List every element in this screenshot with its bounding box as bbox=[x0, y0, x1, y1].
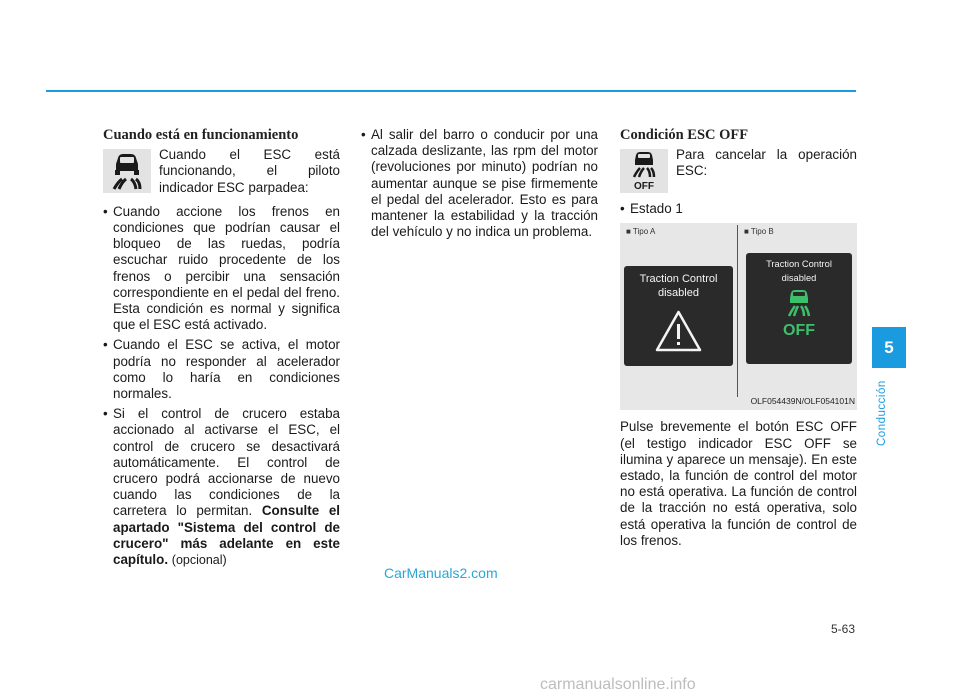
esc-indicator-icon bbox=[103, 149, 151, 193]
traction-control-message-b bbox=[746, 257, 852, 285]
bullet-text: Cuando el ESC se activa, el motor podría no responder al acelerador como lo haría en condiciones normales. bbox=[113, 337, 340, 402]
cluster-screen-b bbox=[746, 253, 852, 364]
message-line: Traction Control bbox=[639, 273, 718, 286]
optional-note: (opcional) bbox=[171, 553, 227, 568]
esc-off-body: Pulse brevemente el botón ESC OFF (el testigo indicador ESC OFF se ilumina y aparece un mensaje). En este estado, la función de control del motor no está operativa. La función de control de la tracción no está operativa, solo está operativa la función de control de los frenos. bbox=[620, 419, 857, 548]
column-2 bbox=[361, 127, 598, 244]
estado-label: Estado 1 bbox=[630, 201, 683, 217]
figure-caption: OLF054439N/OLF054101N bbox=[750, 396, 855, 407]
bullet-text-cruise bbox=[113, 406, 340, 568]
site-watermark: carmanualsonline.info bbox=[540, 676, 696, 693]
esc-off-green-icon bbox=[746, 285, 852, 355]
cruise-reference: Consulte el apartado "Sistema del control de crucero" más adelante en este capítulo. bbox=[113, 503, 341, 568]
off-label: OFF bbox=[634, 181, 654, 193]
off-label-green: OFF bbox=[783, 322, 815, 340]
esc-off-intro-text: Para cancelar la operación ESC: bbox=[676, 147, 857, 179]
column-1 bbox=[103, 127, 340, 572]
top-rule bbox=[46, 90, 856, 92]
tipo-b-label: ■ Tipo B bbox=[744, 227, 774, 237]
figure-divider bbox=[737, 225, 738, 397]
chapter-number-badge: 5 bbox=[872, 327, 906, 368]
esc-off-indicator-icon bbox=[620, 149, 668, 193]
section-heading-esc-off: Condición ESC OFF bbox=[620, 127, 749, 143]
list-item: • Cuando accione los frenos en condiciones que podrían causar el bloqueo de las ruedas, podría escuchar ruido procedente de los frenos o percibir una sensación correspondiente en el pedal del freno. Esta condición es normal y significa que el ESC está activado. bbox=[103, 203, 340, 333]
message-line: Traction Control bbox=[766, 259, 832, 270]
esc-off-intro bbox=[620, 147, 857, 193]
watermark-link[interactable]: CarManuals2.com bbox=[384, 565, 498, 581]
message-line: disabled bbox=[781, 273, 817, 284]
warning-triangle-icon bbox=[624, 300, 733, 360]
traction-control-message-a bbox=[624, 272, 733, 300]
message-line: disabled bbox=[658, 287, 699, 300]
cluster-figure bbox=[620, 223, 857, 410]
esc-intro bbox=[103, 147, 340, 196]
page-number: 5-63 bbox=[830, 622, 855, 636]
cluster-screen-a bbox=[624, 266, 733, 366]
list-item: • Cuando el ESC se activa, el motor podría no responder al acelerador como lo haría en condiciones normales. bbox=[103, 337, 340, 402]
list-item: • Estado 1 bbox=[620, 201, 857, 217]
bullet-text: Cuando accione los frenos en condiciones que podrían causar el bloqueo de las ruedas, podría escuchar ruido procedente de los frenos o percibir una sensación correspondiente en el pedal del freno. Esta condición es normal y significa que el ESC está activado. bbox=[113, 203, 340, 333]
list-item: • Al salir del barro o conducir por una calzada deslizante, las rpm del motor (revoluciones por minuto) podrían no aumentar aunque se pise firmemente el pedal del acelerador. Esto es para mantener la estabilidad y la tracción del vehículo y no indica un problema. bbox=[361, 127, 598, 240]
list-item: • Si el control de crucero estaba accionado al activarse el ESC, el control de crucero se desactivará automáticamente. El control de crucero podrá accionarse de nuevo cuando las condiciones de la carretera lo permitan. Consulte el apartado "Sistema del control de crucero" más adelante en este capítulo. (opcional) bbox=[103, 406, 341, 568]
bullet-text: Al salir del barro o conducir por una calzada deslizante, las rpm del motor (revoluciones por minuto) podrían no aumentar aunque se pise firmemente el pedal del acelerador. Esto es para mantener la estabilidad y la tracción del vehículo y no indica un problema. bbox=[371, 127, 598, 240]
column-3 bbox=[620, 127, 857, 549]
section-heading-funcionamiento: Cuando está en funcionamiento bbox=[103, 127, 299, 143]
cruise-text: Si el control de crucero estaba accionado al activarse el ESC, el control de crucero se desactivará automáticamente. El control de crucero podrá accionarse de nuevo cuando las condiciones de la carretera lo permitan. bbox=[113, 406, 340, 519]
tipo-a-label: ■ Tipo A bbox=[626, 227, 656, 237]
chapter-label-text: Conducción bbox=[876, 380, 888, 446]
esc-intro-text: Cuando el ESC está funcionando, el piloto indicador ESC parpadea: bbox=[159, 147, 340, 195]
